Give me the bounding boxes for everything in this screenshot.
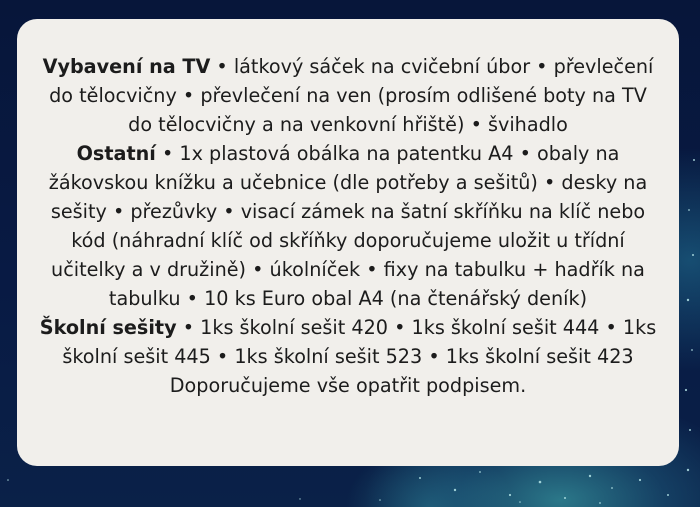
- supply-list-text: [35, 52, 661, 400]
- section-heading-notebooks: Školní sešity: [39, 316, 177, 339]
- section-heading-other: Ostatní: [76, 142, 156, 165]
- closing-note: Doporučujeme vše opatřit podpisem.: [169, 374, 527, 397]
- section-heading-tv: Vybavení na TV: [42, 55, 211, 78]
- section-text-tv: • látkový sáček na cvičební úbor • převlečení do tělocvičny • převlečení na ven (prosím odlišené boty na TV do tělocvičny a na venkovní hřiště) • švihadlo: [49, 55, 654, 136]
- section-text-notebooks: • 1ks školní sešit 420 • 1ks školní sešit 444 • 1ks školní sešit 445 • 1ks školní sešit 523 • 1ks školní sešit 423: [62, 316, 657, 368]
- info-card: [17, 19, 679, 466]
- section-text-other: • 1x plastová obálka na patentku A4 • obaly na žákovskou knížku a učebnice (dle potřeby a sešitů) • desky na sešity • přezůvky • visací zámek na šatní skříňku na klíč nebo kód (náhradní klíč od skříňky doporučujeme uložit u třídní učitelky a v družině) • úkolníček • fixy na tabulku + hadřík na tabulku • 10 ks Euro obal A4 (na čtenářský deník): [48, 142, 648, 310]
